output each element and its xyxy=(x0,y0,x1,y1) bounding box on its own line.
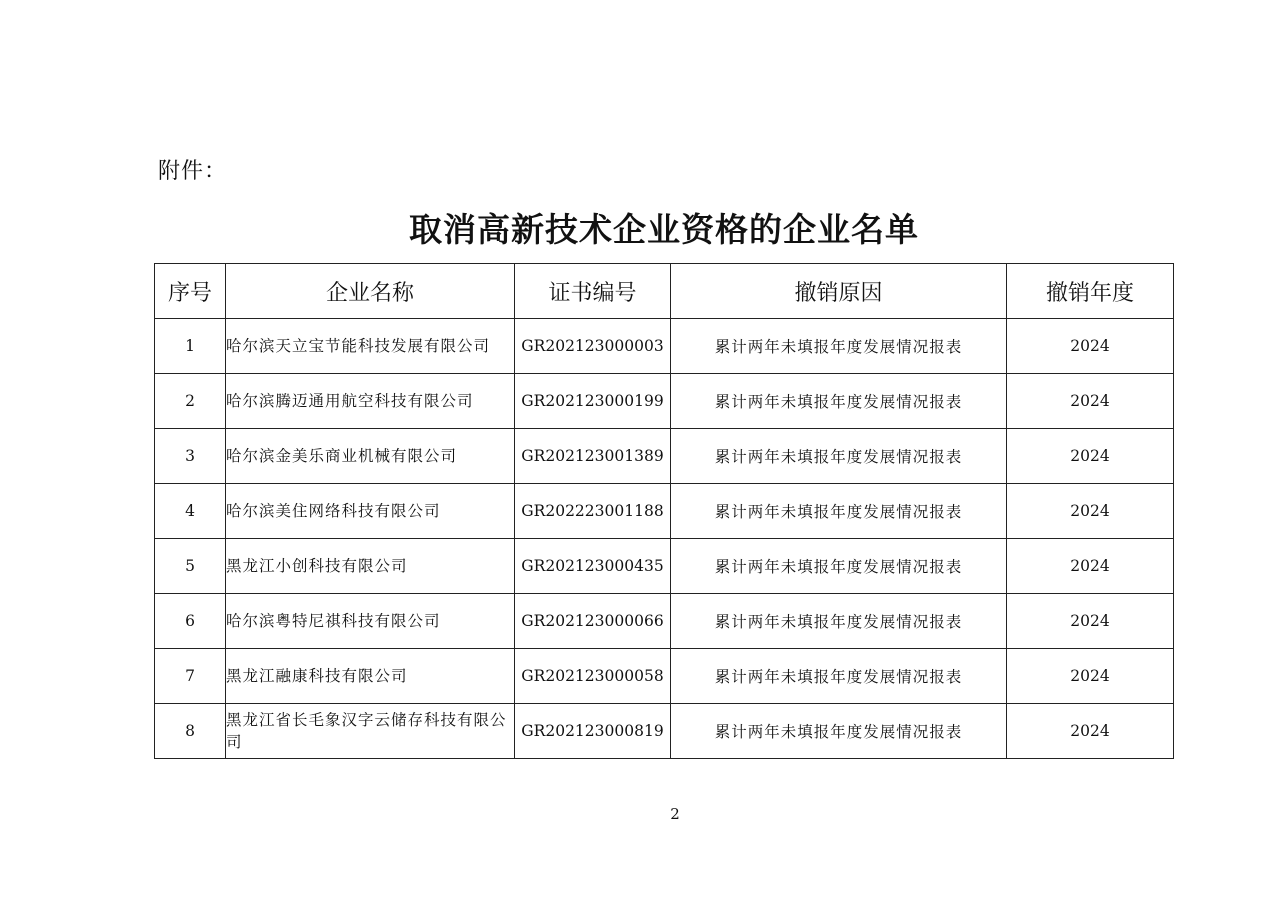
cell-reason: 累计两年未填报年度发展情况报表 xyxy=(671,704,1007,759)
cell-seq: 4 xyxy=(155,484,226,539)
cell-reason: 累计两年未填报年度发展情况报表 xyxy=(671,319,1007,374)
cell-certificate: GR202123000058 xyxy=(515,649,671,704)
cell-year: 2024 xyxy=(1007,484,1174,539)
cell-seq: 2 xyxy=(155,374,226,429)
cell-reason: 累计两年未填报年度发展情况报表 xyxy=(671,374,1007,429)
table-row xyxy=(155,649,1174,704)
cell-company: 黑龙江省长毛象汉字云储存科技有限公司 xyxy=(226,704,515,759)
header-year: 撤销年度 xyxy=(1007,264,1174,319)
attachment-label: 附件： xyxy=(158,159,228,184)
cell-company: 黑龙江小创科技有限公司 xyxy=(226,539,515,594)
cell-year: 2024 xyxy=(1007,649,1174,704)
header-certificate: 证书编号 xyxy=(515,264,671,319)
cell-reason: 累计两年未填报年度发展情况报表 xyxy=(671,594,1007,649)
table-row xyxy=(155,319,1174,374)
cell-company: 哈尔滨美住网络科技有限公司 xyxy=(226,484,515,539)
cell-certificate: GR202123000199 xyxy=(515,374,671,429)
table-row xyxy=(155,429,1174,484)
cell-year: 2024 xyxy=(1007,704,1174,759)
cell-company: 哈尔滨腾迈通用航空科技有限公司 xyxy=(226,374,515,429)
cell-certificate: GR202223001188 xyxy=(515,484,671,539)
cell-company: 哈尔滨金美乐商业机械有限公司 xyxy=(226,429,515,484)
cell-reason: 累计两年未填报年度发展情况报表 xyxy=(671,484,1007,539)
cell-certificate: GR202123000435 xyxy=(515,539,671,594)
header-seq: 序号 xyxy=(155,264,226,319)
table-row xyxy=(155,539,1174,594)
cell-year: 2024 xyxy=(1007,594,1174,649)
cell-reason: 累计两年未填报年度发展情况报表 xyxy=(671,649,1007,704)
document-title: 取消高新技术企业资格的企业名单 xyxy=(409,210,919,249)
cell-seq: 6 xyxy=(155,594,226,649)
cell-certificate: GR202123000003 xyxy=(515,319,671,374)
table-header-row xyxy=(155,264,1174,319)
cell-seq: 3 xyxy=(155,429,226,484)
cell-certificate: GR202123000819 xyxy=(515,704,671,759)
header-reason: 撤销原因 xyxy=(671,264,1007,319)
table-row xyxy=(155,374,1174,429)
cell-seq: 5 xyxy=(155,539,226,594)
page-number: 2 xyxy=(670,805,680,823)
cell-year: 2024 xyxy=(1007,374,1174,429)
cell-company: 哈尔滨天立宝节能科技发展有限公司 xyxy=(226,319,515,374)
cell-reason: 累计两年未填报年度发展情况报表 xyxy=(671,539,1007,594)
cell-company: 黑龙江融康科技有限公司 xyxy=(226,649,515,704)
cell-company: 哈尔滨粤特尼祺科技有限公司 xyxy=(226,594,515,649)
cell-seq: 1 xyxy=(155,319,226,374)
table-row xyxy=(155,594,1174,649)
header-company: 企业名称 xyxy=(226,264,515,319)
cell-year: 2024 xyxy=(1007,539,1174,594)
cell-year: 2024 xyxy=(1007,429,1174,484)
cell-seq: 8 xyxy=(155,704,226,759)
table-row xyxy=(155,704,1174,759)
cell-certificate: GR202123000066 xyxy=(515,594,671,649)
table-row xyxy=(155,484,1174,539)
cell-reason: 累计两年未填报年度发展情况报表 xyxy=(671,429,1007,484)
cell-year: 2024 xyxy=(1007,319,1174,374)
revoked-enterprises-table xyxy=(154,263,1174,759)
cell-seq: 7 xyxy=(155,649,226,704)
cell-certificate: GR202123001389 xyxy=(515,429,671,484)
